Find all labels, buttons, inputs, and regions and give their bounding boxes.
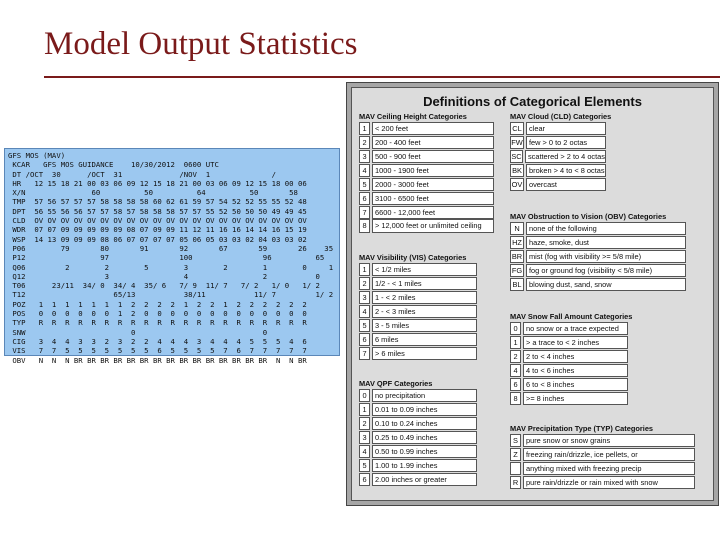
category-code: 5 bbox=[359, 178, 370, 191]
category-description: > a trace to < 2 inches bbox=[523, 336, 628, 349]
mos-line: POZ 1 1 1 1 1 1 1 2 2 2 2 1 2 2 1 2 2 2 2 2 2 bbox=[8, 299, 307, 309]
category-row bbox=[359, 431, 477, 444]
category-row bbox=[510, 236, 686, 249]
visibility-categories bbox=[359, 253, 477, 360]
definitions-panel bbox=[346, 82, 719, 506]
category-description: 3100 - 6500 feet bbox=[372, 192, 494, 205]
category-code bbox=[510, 462, 521, 475]
mos-line: POS 0 0 0 0 0 0 1 2 0 0 0 0 0 0 0 0 0 0 0 0 0 bbox=[8, 309, 307, 319]
category-row bbox=[359, 305, 477, 318]
category-description: > 6 miles bbox=[372, 347, 477, 360]
mos-guidance-text bbox=[4, 148, 340, 365]
definitions-panel-inner bbox=[351, 87, 714, 501]
category-description: 6 to < 8 inches bbox=[523, 378, 628, 391]
category-row bbox=[510, 322, 628, 335]
category-row bbox=[510, 378, 628, 391]
category-row bbox=[510, 264, 686, 277]
category-description: mist (fog with visibility >= 5/8 mile) bbox=[526, 250, 686, 263]
mos-line: P12 97 100 96 65 bbox=[8, 253, 325, 263]
category-row bbox=[359, 291, 477, 304]
category-row bbox=[510, 150, 606, 163]
category-row bbox=[359, 459, 477, 472]
category-code: 2 bbox=[359, 277, 370, 290]
category-code: 4 bbox=[359, 305, 370, 318]
category-row bbox=[359, 389, 477, 402]
category-code: 8 bbox=[359, 219, 370, 232]
category-description: 500 - 900 feet bbox=[372, 150, 494, 163]
category-description: 1000 - 1900 feet bbox=[372, 164, 494, 177]
category-description: 1/2 - < 1 miles bbox=[372, 277, 477, 290]
snow-categories bbox=[510, 312, 633, 405]
category-code: 1 bbox=[359, 403, 370, 416]
category-row bbox=[510, 448, 695, 461]
mos-line: GFS MOS (MAV) bbox=[8, 151, 66, 160]
category-row bbox=[510, 250, 686, 263]
category-description: 6 miles bbox=[372, 333, 477, 346]
category-description: blowing dust, sand, snow bbox=[526, 278, 686, 291]
category-code: 4 bbox=[359, 164, 370, 177]
category-title: MAV QPF Categories bbox=[359, 379, 433, 388]
category-code: 3 bbox=[359, 291, 370, 304]
category-code: FW bbox=[510, 136, 524, 149]
category-description: 2 to < 4 inches bbox=[523, 350, 628, 363]
category-code: CL bbox=[510, 122, 524, 135]
mos-line: Q12 3 4 2 0 bbox=[8, 271, 320, 281]
category-code: 4 bbox=[359, 445, 370, 458]
category-code: 0 bbox=[359, 389, 370, 402]
category-description: >= 8 inches bbox=[523, 392, 628, 405]
category-row bbox=[359, 164, 494, 177]
category-description: scattered > 2 to 4 octas bbox=[525, 150, 606, 163]
category-code: 5 bbox=[359, 319, 370, 332]
mos-line: VIS 7 7 5 5 5 5 5 5 5 6 5 5 5 5 7 6 7 7 7 7 7 bbox=[8, 346, 307, 356]
category-code: 1 bbox=[359, 122, 370, 135]
category-title: MAV Obstruction to Vision (OBV) Categories bbox=[510, 212, 667, 221]
category-description: < 200 feet bbox=[372, 122, 494, 135]
precip-type-categories bbox=[510, 424, 695, 489]
category-row bbox=[359, 219, 494, 232]
category-code: 3 bbox=[359, 150, 370, 163]
category-row bbox=[510, 336, 628, 349]
mos-line: T06 23/11 34/ 0 34/ 4 35/ 6 7/ 9 11/ 7 7/ 2 1/ 0 1/ 2 bbox=[8, 281, 320, 291]
category-code: 6 bbox=[359, 473, 370, 486]
definitions-title: Definitions of Categorical Elements bbox=[423, 94, 642, 109]
mos-line: WSP 14 13 09 09 09 08 06 07 07 07 07 05 06 05 03 03 02 04 03 03 02 bbox=[8, 234, 307, 244]
category-row bbox=[359, 277, 477, 290]
category-description: 2 - < 3 miles bbox=[372, 305, 477, 318]
category-description: overcast bbox=[526, 178, 606, 191]
category-description: clear bbox=[526, 122, 606, 135]
mos-line: TYP R R R R R R R R R R R R R R R R R R R R R bbox=[8, 318, 307, 328]
category-description: broken > 4 to < 8 octas bbox=[526, 164, 606, 177]
mos-line: T12 65/13 38/11 11/ 7 1/ 2 bbox=[8, 290, 334, 300]
category-code: FG bbox=[510, 264, 524, 277]
category-code: 7 bbox=[359, 206, 370, 219]
category-description: 2000 - 3000 feet bbox=[372, 178, 494, 191]
category-code: N bbox=[510, 222, 524, 235]
category-description: 6600 - 12,000 feet bbox=[372, 206, 494, 219]
category-code: Z bbox=[510, 448, 521, 461]
category-code: BK bbox=[510, 164, 524, 177]
mos-line: SNW 0 0 bbox=[8, 327, 268, 337]
slide-title: Model Output Statistics bbox=[44, 26, 358, 62]
mos-line: KCAR GFS MOS GUIDANCE 10/30/2012 0600 UTC bbox=[8, 160, 219, 170]
category-code: 7 bbox=[359, 347, 370, 360]
category-title: MAV Ceiling Height Categories bbox=[359, 112, 467, 121]
category-row bbox=[359, 445, 477, 458]
category-description: anything mixed with freezing precip bbox=[523, 462, 695, 475]
obstruction-categories bbox=[510, 212, 686, 291]
qpf-categories bbox=[359, 379, 477, 486]
mos-line: CIG 3 4 4 3 3 2 3 2 2 4 4 4 3 4 4 4 5 5 5 4 6 bbox=[8, 336, 307, 346]
category-code: 6 bbox=[359, 333, 370, 346]
category-description: 0.25 to 0.49 inches bbox=[372, 431, 477, 444]
mos-line: CLD OV OV OV OV OV OV OV OV OV OV OV OV OV OV OV OV OV OV OV OV OV bbox=[8, 216, 307, 226]
category-code: 0 bbox=[510, 322, 521, 335]
category-row bbox=[359, 417, 477, 430]
category-code: BR bbox=[510, 250, 524, 263]
category-description: no precipitation bbox=[372, 389, 477, 402]
category-row bbox=[510, 164, 606, 177]
category-row bbox=[359, 319, 477, 332]
category-row bbox=[510, 462, 695, 475]
category-description: few > 0 to 2 octas bbox=[526, 136, 606, 149]
title-rule bbox=[44, 76, 720, 78]
category-row bbox=[359, 178, 494, 191]
category-code: 8 bbox=[510, 392, 521, 405]
mos-line: HR 12 15 18 21 00 03 06 09 12 15 18 21 00 03 06 09 12 15 18 00 06 bbox=[8, 178, 307, 188]
category-code: OV bbox=[510, 178, 524, 191]
category-description: > 12,000 feet or unlimited ceiling bbox=[372, 219, 494, 232]
category-description: no snow or a trace expected bbox=[523, 322, 628, 335]
category-code: 5 bbox=[359, 459, 370, 472]
category-code: 2 bbox=[510, 350, 521, 363]
category-description: 0.50 to 0.99 inches bbox=[372, 445, 477, 458]
category-row bbox=[510, 364, 628, 377]
category-description: pure rain/drizzle or rain mixed with snow bbox=[523, 476, 695, 489]
category-row bbox=[359, 263, 477, 276]
category-code: HZ bbox=[510, 236, 524, 249]
category-row bbox=[359, 122, 494, 135]
category-description: 3 - 5 miles bbox=[372, 319, 477, 332]
category-description: 2.00 inches or greater bbox=[372, 473, 477, 486]
category-code: 2 bbox=[359, 136, 370, 149]
category-code: S bbox=[510, 434, 521, 447]
mos-line: P06 79 80 91 92 67 59 26 35 bbox=[8, 243, 334, 253]
category-row bbox=[359, 206, 494, 219]
category-description: freezing rain/drizzle, ice pellets, or bbox=[523, 448, 695, 461]
category-code: R bbox=[510, 476, 521, 489]
category-code: 1 bbox=[510, 336, 521, 349]
category-description: 200 - 400 feet bbox=[372, 136, 494, 149]
category-row bbox=[359, 403, 477, 416]
category-description: 4 to < 6 inches bbox=[523, 364, 628, 377]
category-code: SC bbox=[510, 150, 523, 163]
category-description: 1 - < 2 miles bbox=[372, 291, 477, 304]
category-row bbox=[510, 392, 628, 405]
mos-line: DPT 56 55 56 56 57 57 58 57 58 58 58 57 57 55 52 50 50 50 49 49 45 bbox=[8, 206, 307, 216]
category-row bbox=[510, 222, 686, 235]
mos-line: WDR 07 07 09 09 09 09 09 08 07 09 09 11 12 11 16 16 14 14 16 15 19 bbox=[8, 225, 307, 235]
category-code: 4 bbox=[510, 364, 521, 377]
category-row bbox=[510, 434, 695, 447]
category-title: MAV Precipitation Type (TYP) Categories bbox=[510, 424, 654, 433]
category-row bbox=[359, 473, 477, 486]
category-row bbox=[510, 476, 695, 489]
category-row bbox=[510, 350, 628, 363]
category-description: haze, smoke, dust bbox=[526, 236, 686, 249]
mos-line: Q06 2 2 5 3 2 1 0 1 bbox=[8, 262, 334, 272]
category-code: BL bbox=[510, 278, 524, 291]
category-row bbox=[359, 136, 494, 149]
category-row bbox=[510, 278, 686, 291]
category-code: 6 bbox=[359, 192, 370, 205]
category-description: 0.10 to 0.24 inches bbox=[372, 417, 477, 430]
category-row bbox=[359, 192, 494, 205]
category-title: MAV Snow Fall Amount Categories bbox=[510, 312, 633, 321]
category-title: MAV Visibility (VIS) Categories bbox=[359, 253, 467, 262]
ceiling-categories bbox=[359, 112, 494, 233]
category-code: 2 bbox=[359, 417, 370, 430]
mos-line: X/N 60 50 64 50 58 bbox=[8, 188, 298, 198]
category-row bbox=[359, 150, 494, 163]
mos-line: OBV N N N BR BR BR BR BR BR BR BR BR BR BR BR BR BR BR N N BR bbox=[8, 355, 307, 365]
category-description: 0.01 to 0.09 inches bbox=[372, 403, 477, 416]
category-code: 3 bbox=[359, 431, 370, 444]
category-code: 6 bbox=[510, 378, 521, 391]
category-row bbox=[359, 347, 477, 360]
category-description: < 1/2 miles bbox=[372, 263, 477, 276]
mos-line: DT /OCT 30 /OCT 31 /NOV 1 / bbox=[8, 169, 276, 179]
category-description: pure snow or snow grains bbox=[523, 434, 695, 447]
mos-line: TMP 57 56 57 57 57 58 58 58 58 60 62 61 59 57 54 52 52 55 55 52 48 bbox=[8, 197, 307, 207]
category-row bbox=[510, 178, 606, 191]
category-row bbox=[359, 333, 477, 346]
category-row bbox=[510, 122, 606, 135]
category-description: 1.00 to 1.99 inches bbox=[372, 459, 477, 472]
category-description: fog or ground fog (visibility < 5/8 mile) bbox=[526, 264, 686, 277]
category-row bbox=[510, 136, 606, 149]
category-description: none of the following bbox=[526, 222, 686, 235]
category-title: MAV Cloud (CLD) Categories bbox=[510, 112, 612, 121]
cloud-categories bbox=[510, 112, 612, 191]
category-code: 1 bbox=[359, 263, 370, 276]
